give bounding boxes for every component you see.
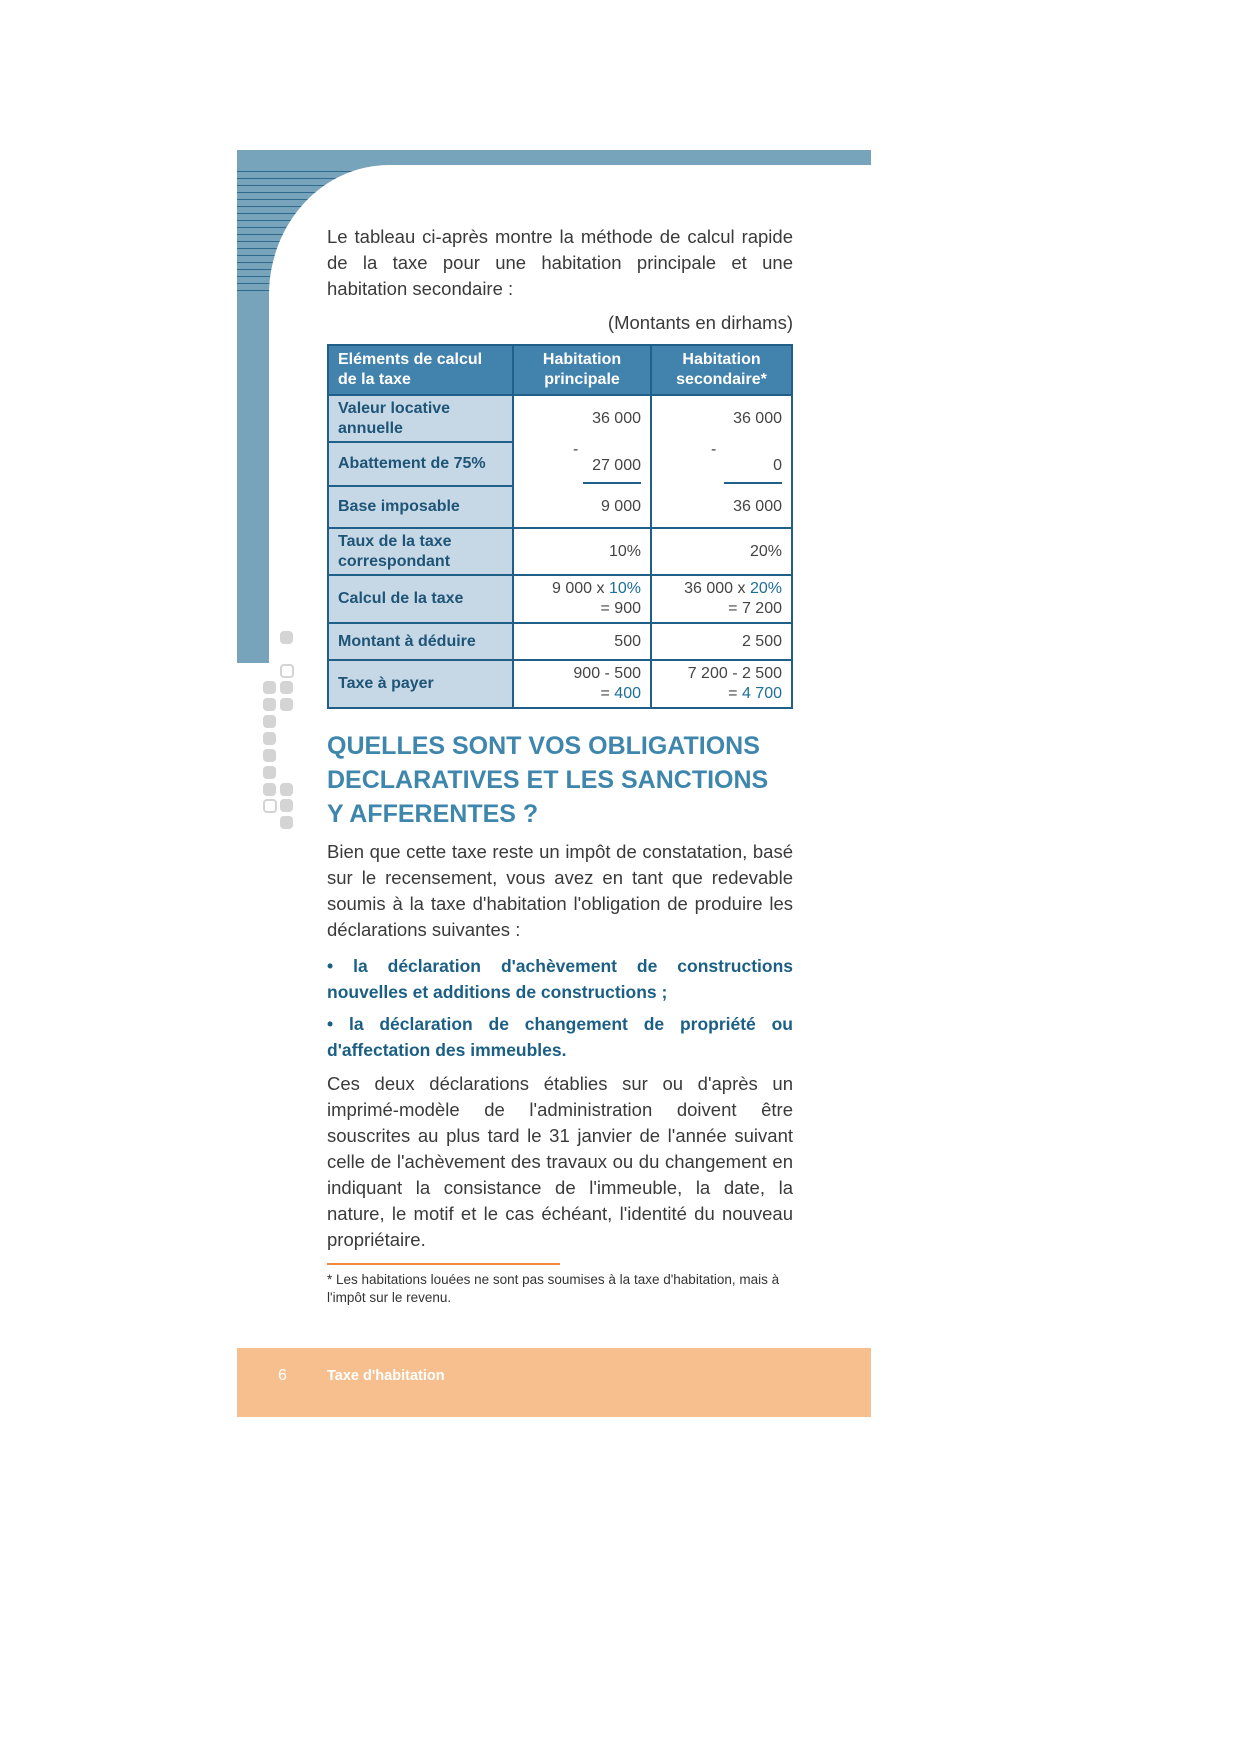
paragraph: Ces deux déclarations établies sur ou d'après un imprimé-modèle de l'administration doivent être souscrites au plus tard le 31 janvier de l'année suivant celle de l'achèvement des travaux ou du changement en indiquant la consistance de l'immeuble, la date, la nature, le motif et le cas échéant, l'identité du nouveau propriétaire. [327, 1073, 793, 1250]
cell [651, 660, 792, 708]
cell: 2 500 [651, 623, 792, 660]
col-header: Habitation secondaire* [651, 345, 792, 395]
heading-line: DECLARATIVES ET LES SANCTIONS [327, 766, 769, 794]
cell-text: 9 000 x [552, 580, 609, 597]
heading-line: QUELLES SONT VOS OBLIGATIONS [327, 732, 760, 760]
col-header: Eléments de calcul de la taxe [328, 345, 513, 395]
cell-text: = 900 [600, 600, 641, 617]
cell-text: = [600, 685, 615, 702]
cell-text: = [728, 685, 742, 702]
page-number: 6 [278, 1367, 287, 1384]
cell [513, 442, 651, 486]
row-label: Taxe à payer [328, 660, 513, 708]
tax-table [327, 344, 793, 709]
row-label: Taux de la taxe correspondant [328, 528, 513, 575]
cell-value: 27 000 [583, 456, 641, 484]
section-heading [327, 729, 793, 831]
minus: - [573, 441, 579, 458]
cell: 20% [651, 528, 792, 575]
cell-result: 4 700 [741, 685, 782, 702]
cell-rate: 10% [608, 580, 641, 597]
row-label: Calcul de la taxe [328, 575, 513, 623]
cell-text: 36 000 x [684, 580, 750, 597]
cell [513, 660, 651, 708]
cell-text: = 7 200 [728, 600, 782, 617]
heading-line: Y AFFERENTES ? [327, 800, 539, 828]
unit-note: (Montants en dirhams) [607, 312, 793, 333]
row-label: Valeur locative annuelle [328, 395, 513, 442]
footnote-rule [327, 1263, 560, 1265]
cell: 36 000 [513, 395, 651, 442]
cell-text: 900 - 500 [573, 665, 641, 682]
cell [651, 575, 792, 623]
intro-text: Le tableau ci-après montre la méthode de calcul rapide de la taxe pour une habitation principale et une habitation secondaire : [327, 226, 793, 299]
cell-rate: 20% [749, 580, 782, 597]
paragraph: Bien que cette taxe reste un impôt de constatation, basé sur le recensement, vous avez en tant que redevable soumis à la taxe d'habitation l'obligation de produire les déclarations suivantes : [327, 841, 793, 940]
cell: 36 000 [651, 486, 792, 528]
footnote: * Les habitations louées ne sont pas soumises à la taxe d'habitation, mais à l'impôt sur le revenu. [327, 1272, 780, 1305]
cell [513, 575, 651, 623]
row-label: Abattement de 75% [328, 442, 513, 486]
bullet-item: • la déclaration d'achèvement de constructions nouvelles et additions de constructions ; [327, 956, 793, 1002]
row-label: Montant à déduire [328, 623, 513, 660]
minus: - [711, 441, 717, 458]
cell: 9 000 [513, 486, 651, 528]
cell-result: 400 [614, 685, 641, 702]
cell-value: 0 [724, 456, 782, 484]
cell: 10% [513, 528, 651, 575]
top-band [237, 150, 871, 165]
col-header: Habitation principale [513, 345, 651, 395]
cell [651, 442, 792, 486]
bullet-item: • la déclaration de changement de propriété ou d'affectation des immeubles. [327, 1014, 793, 1060]
cell: 36 000 [651, 395, 792, 442]
content-column [327, 224, 793, 1307]
cell-text: 7 200 - 2 500 [687, 665, 782, 682]
footer-title: Taxe d'habitation [327, 1368, 445, 1384]
row-label: Base imposable [328, 486, 513, 528]
cell: 500 [513, 623, 651, 660]
